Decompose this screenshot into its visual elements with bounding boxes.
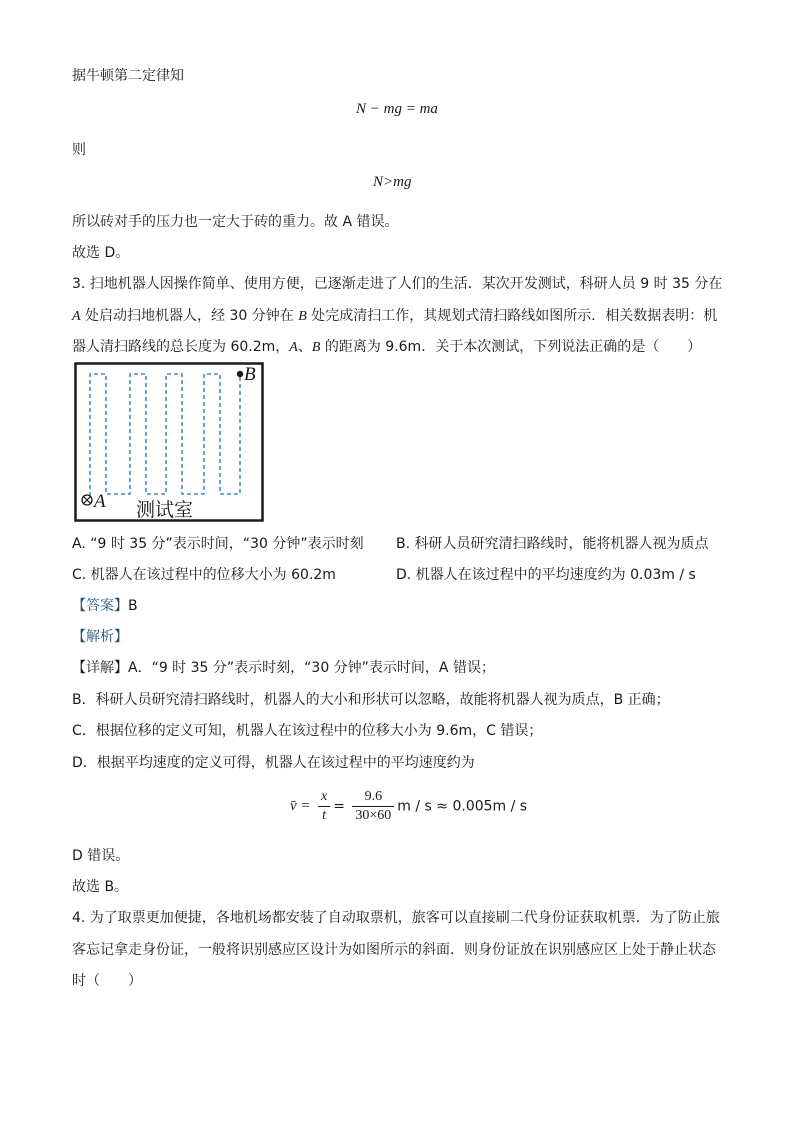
detail-a: 【详解】A．“9 时 35 分”表示时刻，“30 分钟”表示时间，A 错误； — [72, 660, 495, 676]
figure-label-a: A — [94, 491, 106, 512]
cleaning-route-figure — [74, 362, 264, 522]
figure-label-b: B — [244, 364, 256, 385]
figure-room-label: 测试室 — [136, 499, 194, 521]
option-d: D. 机器人在该过程中的平均速度约为 0.03m / s — [396, 567, 696, 583]
q4-stem-line3: 时（ ） — [72, 973, 142, 989]
detail-tag: 【详解】 — [72, 660, 128, 676]
option-a: A. “9 时 35 分”表示时间，“30 分钟”表示时刻 — [72, 536, 364, 552]
fraction-x-over-t: $\frac{x}{t}$ — [318, 788, 330, 825]
formula-rhs: m / s ≈ 0.005m / s — [397, 798, 528, 815]
formula-lhs: v̄ = — [290, 798, 311, 814]
q3-stem-line1: 3. 扫地机器人因操作简单、使用方便，已逐渐走进了人们的生活．某次开发测试，科研人员 9 时 35 分在 — [72, 276, 723, 292]
point-a-ref: A — [72, 309, 81, 324]
detail-d: D．根据平均速度的定义可得，机器人在该过程中的平均速度约为 — [72, 755, 475, 771]
cleaning-path — [90, 374, 240, 496]
newton-intro: 据牛顿第二定律知 — [72, 68, 184, 84]
analysis-tag: 【解析】 — [72, 629, 128, 645]
equation-newton: N − mg = ma — [356, 101, 438, 117]
q3-choice: 故选 B。 — [72, 879, 129, 895]
equation-inequality: N>mg — [373, 174, 412, 190]
point-b-ref: B — [298, 309, 307, 324]
fraction-values: $\frac{9.6}{30\times 60}$ — [352, 788, 394, 825]
option-b: B. 科研人员研究清扫路线时，能将机器人视为质点 — [396, 536, 709, 552]
answer-line — [72, 596, 138, 616]
q3-stem-line2: A 处启动扫地机器人，经 30 分钟在 B 处完成清扫工作，其规划式清扫路线如图所示．相关数据表明：机 — [72, 308, 718, 324]
q4-stem-line1: 4. 为了取票更加便捷，各地机场都安装了自动取票机，旅客可以直接刷二代身份证获取机票．为了防止旅 — [72, 910, 720, 926]
detail-c: C．根据位移的定义可知，机器人在该过程中的位移大小为 9.6m，C 错误； — [72, 723, 543, 739]
q4-stem-line2: 客忘记拿走身份证，一般将识别感应区设计为如图所示的斜面．则身份证放在识别感应区上处于静止状态 — [72, 942, 716, 958]
q3-stem-line3: 器人清扫路线的总长度为 60.2m，A、B 的距离为 9.6m．关于本次测试，下列说法正确的是（ ） — [72, 339, 702, 355]
option-c: C. 机器人在该过程中的位移大小为 60.2m — [72, 567, 336, 583]
end-marker — [237, 371, 243, 377]
detail-b: B．科研人员研究清扫路线时，机器人的大小和形状可以忽略，故能将机器人视为质点，B 正确； — [72, 692, 670, 708]
answer-tag: 【答案】 — [72, 598, 128, 614]
prev-choice: 故选 D。 — [72, 245, 130, 261]
conclusion-text: 所以砖对手的压力也一定大于砖的重力。故 A 错误。 — [72, 214, 399, 230]
average-velocity-formula: v̄ = $\frac{x}{t}$ = $\frac{9.6}{30\times 60}$ m / s ≈ 0.005m / s — [290, 789, 528, 823]
answer-value: B — [128, 598, 138, 614]
then-text: 则 — [72, 142, 86, 158]
d-wrong: D 错误。 — [72, 848, 130, 864]
